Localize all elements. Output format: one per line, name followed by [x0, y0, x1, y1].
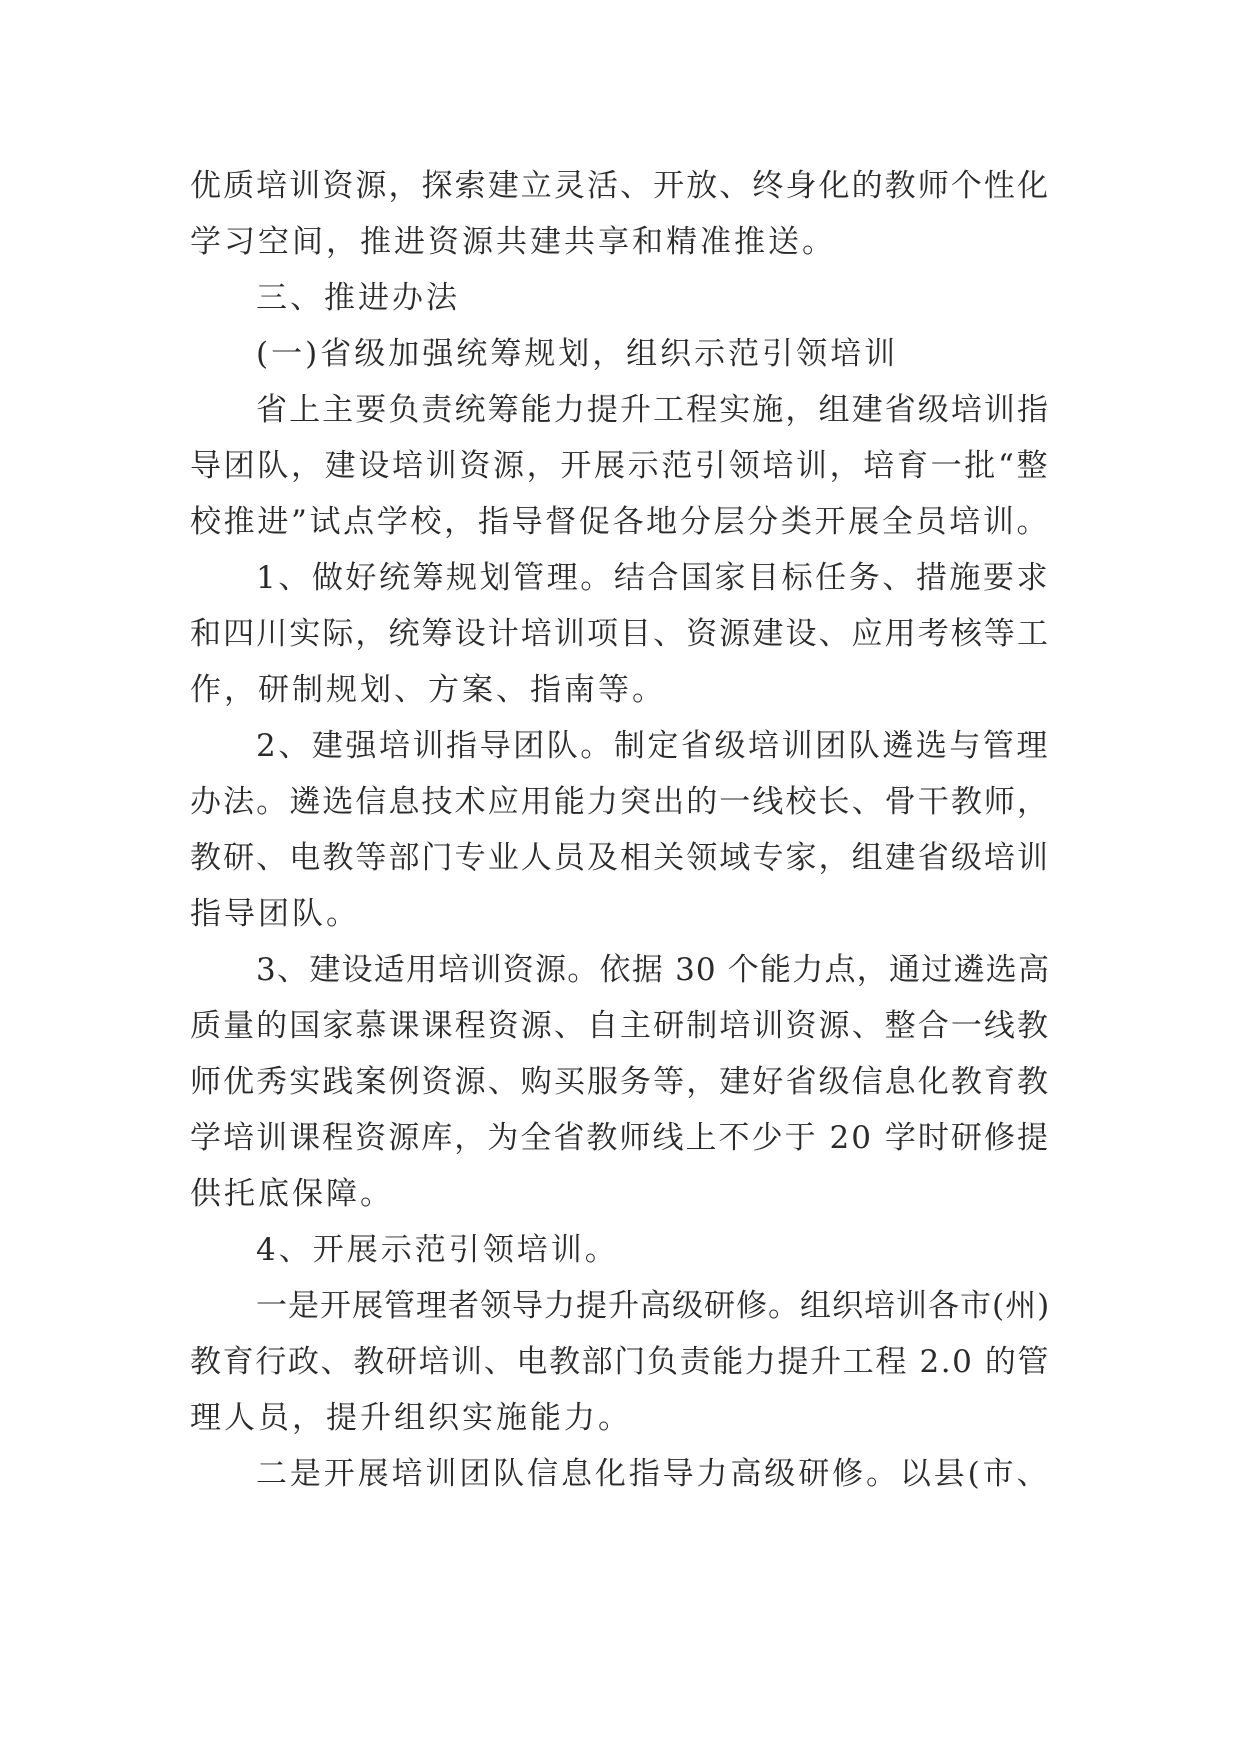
text-line: 一是开展管理者领导力提升高级研修。组织培训各市(州) [256, 1288, 1051, 1324]
text-line: 学培训课程资源库，为全省教师线上不少于 20 学时研修提 [190, 1120, 1050, 1156]
text-line: 办法。遴选信息技术应用能力突出的一线校长、骨干教师， [190, 784, 1050, 820]
subsection-heading: (一)省级加强统筹规划，组织示范引领培训 [256, 336, 899, 372]
text-line: 4、开展示范引领培训。 [256, 1232, 619, 1268]
text-line: 二是开展培训团队信息化指导力高级研修。以县(市、 [256, 1456, 1050, 1492]
text-line: 理人员，提升组织实施能力。 [190, 1400, 632, 1436]
text-line: 教育行政、教研培训、电教部门负责能力提升工程 2.0 的管 [190, 1344, 1050, 1380]
text-line: 省上主要负责统筹能力提升工程实施，组建省级培训指 [256, 392, 1050, 428]
text-line: 教研、电教等部门专业人员及相关领域专家，组建省级培训 [190, 840, 1050, 876]
text-line: 1、做好统筹规划管理。结合国家目标任务、措施要求 [256, 560, 1050, 596]
text-line: 导团队，建设培训资源，开展示范引领培训，培育一批“整 [190, 448, 1050, 484]
text-line: 优质培训资源，探索建立灵活、开放、终身化的教师个性化 [190, 168, 1050, 204]
text-line: 指导团队。 [190, 896, 360, 932]
text-line: 3、建设适用培训资源。依据 30 个能力点，通过遴选高 [256, 952, 1050, 988]
text-line: 校推进”试点学校，指导督促各地分层分类开展全员培训。 [190, 504, 1050, 540]
text-line: 2、建强培训指导团队。制定省级培训团队遴选与管理 [256, 728, 1050, 764]
section-heading: 三、推进办法 [256, 280, 460, 316]
text-line: 作，研制规划、方案、指南等。 [190, 672, 666, 708]
text-line: 质量的国家慕课课程资源、自主研制培训资源、整合一线教 [190, 1008, 1050, 1044]
text-line: 师优秀实践案例资源、购买服务等，建好省级信息化教育教 [190, 1064, 1050, 1100]
text-line: 学习空间，推进资源共建共享和精准推送。 [190, 224, 836, 260]
document-body [190, 158, 1050, 1502]
text-line: 和四川实际，统筹设计培训项目、资源建设、应用考核等工 [190, 616, 1050, 652]
text-line: 供托底保障。 [190, 1176, 394, 1212]
